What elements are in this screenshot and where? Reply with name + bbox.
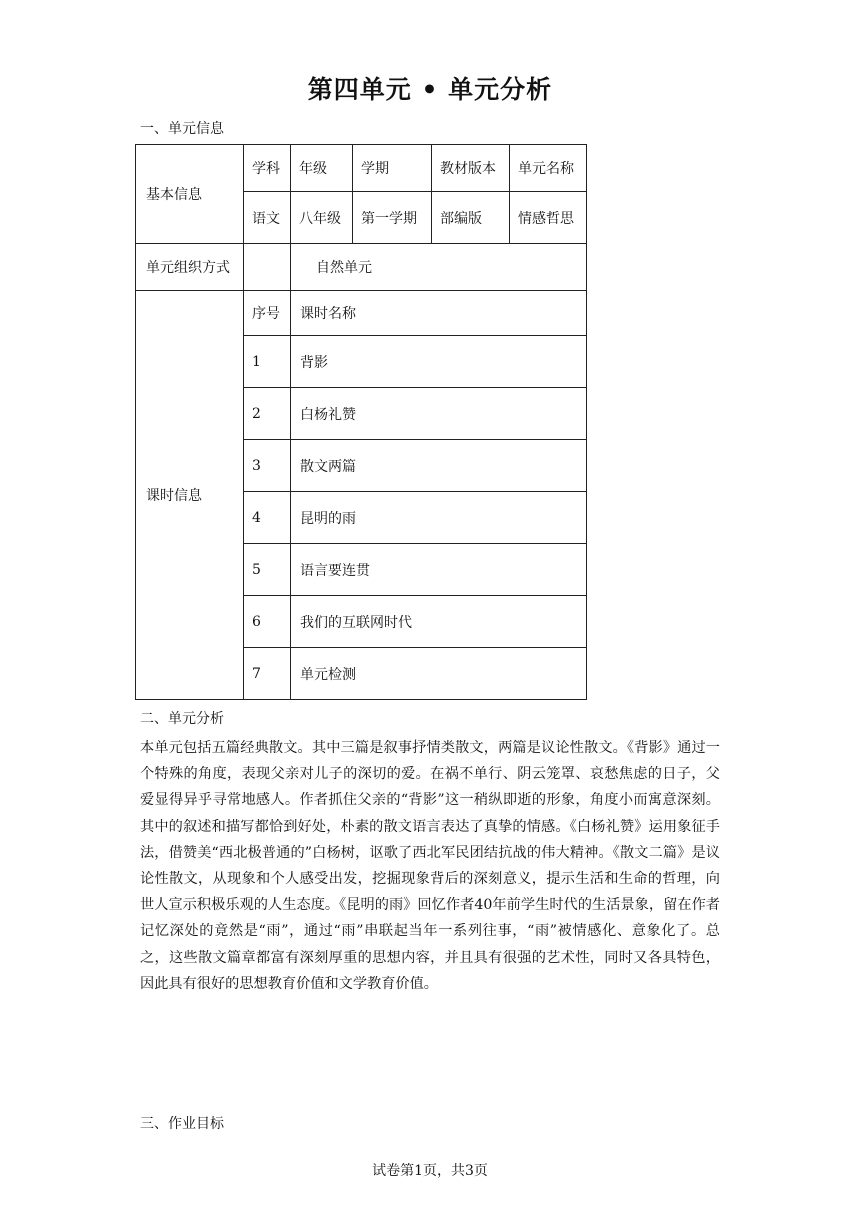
lessons-label: 课时信息 xyxy=(136,291,244,700)
section-heading-unit-analysis: 二、单元分析 xyxy=(140,711,224,727)
lesson-number: 1 xyxy=(244,336,291,388)
table-row xyxy=(136,244,587,291)
value-unit-name: 情感哲思 xyxy=(510,192,587,244)
page-footer: 试卷第1页，共3页 xyxy=(372,1163,488,1179)
lesson-name: 单元检测 xyxy=(291,648,587,700)
lessons-col-index: 序号 xyxy=(244,291,291,336)
header-semester: 学期 xyxy=(353,145,432,192)
organization-label: 单元组织方式 xyxy=(136,244,244,291)
unit-info-table xyxy=(135,144,587,700)
lesson-number: 2 xyxy=(244,388,291,440)
header-subject: 学科 xyxy=(244,145,291,192)
organization-value: 自然单元 xyxy=(291,244,587,291)
lesson-number: 4 xyxy=(244,492,291,544)
basic-info-label: 基本信息 xyxy=(136,145,244,244)
value-textbook-version: 部编版 xyxy=(432,192,510,244)
lesson-name: 语言要连贯 xyxy=(291,544,587,596)
lesson-number: 7 xyxy=(244,648,291,700)
value-grade: 八年级 xyxy=(291,192,353,244)
lesson-number: 5 xyxy=(244,544,291,596)
section-heading-homework-goals: 三、作业目标 xyxy=(140,1116,224,1132)
lesson-name: 白杨礼赞 xyxy=(291,388,587,440)
analysis-paragraph xyxy=(140,735,720,997)
value-subject: 语文 xyxy=(244,192,291,244)
lessons-col-name: 课时名称 xyxy=(291,291,587,336)
section-heading-unit-info: 一、单元信息 xyxy=(140,121,224,137)
analysis-text: 本单元包括五篇经典散文。其中三篇是叙事抒情类散文，两篇是议论性散文。《背影》通过一个特殊的角度，表现父亲对儿子的深切的爱。在祸不单行、阴云笼罩、哀愁焦虑的日子，父爱显得异乎寻常地感人。作者抓住父亲的“背影”这一稍纵即逝的形象，角度小而寓意深刻。其中的叙述和描写都恰到好处，朴素的散文语言表达了真挚的情感。《白杨礼赞》运用象征手法，借赞美“西北极普通的”白杨树，讴歌了西北军民团结抗战的伟大精神。《散文二篇》是议论性散文，从现象和个人感受出发，挖掘现象背后的深刻意义，提示生活和生命的哲理，向世人宣示积极乐观的人生态度。《昆明的雨》回忆作者40年前学生时代的生活景象，留在作者记忆深处的竟然是“雨”，通过“雨”串联起当年一系列往事，“雨”被情感化、意象化了。总之，这些散文篇章都富有深刻厚重的思想内容，并且具有很强的艺术性，同时又各具特色，因此具有很好的思想教育价值和文学教育价值。 xyxy=(140,740,720,992)
lesson-name: 背影 xyxy=(291,336,587,388)
lesson-number: 6 xyxy=(244,596,291,648)
lesson-number: 3 xyxy=(244,440,291,492)
table-row xyxy=(136,145,587,192)
lesson-name: 昆明的雨 xyxy=(291,492,587,544)
table-row xyxy=(136,291,587,336)
organization-empty-cell xyxy=(244,244,291,291)
header-textbook-version: 教材版本 xyxy=(432,145,510,192)
lesson-name: 我们的互联网时代 xyxy=(291,596,587,648)
lesson-name: 散文两篇 xyxy=(291,440,587,492)
page-title: 第四单元 • 单元分析 xyxy=(307,75,553,104)
header-unit-name: 单元名称 xyxy=(510,145,587,192)
header-grade: 年级 xyxy=(291,145,353,192)
value-semester: 第一学期 xyxy=(353,192,432,244)
